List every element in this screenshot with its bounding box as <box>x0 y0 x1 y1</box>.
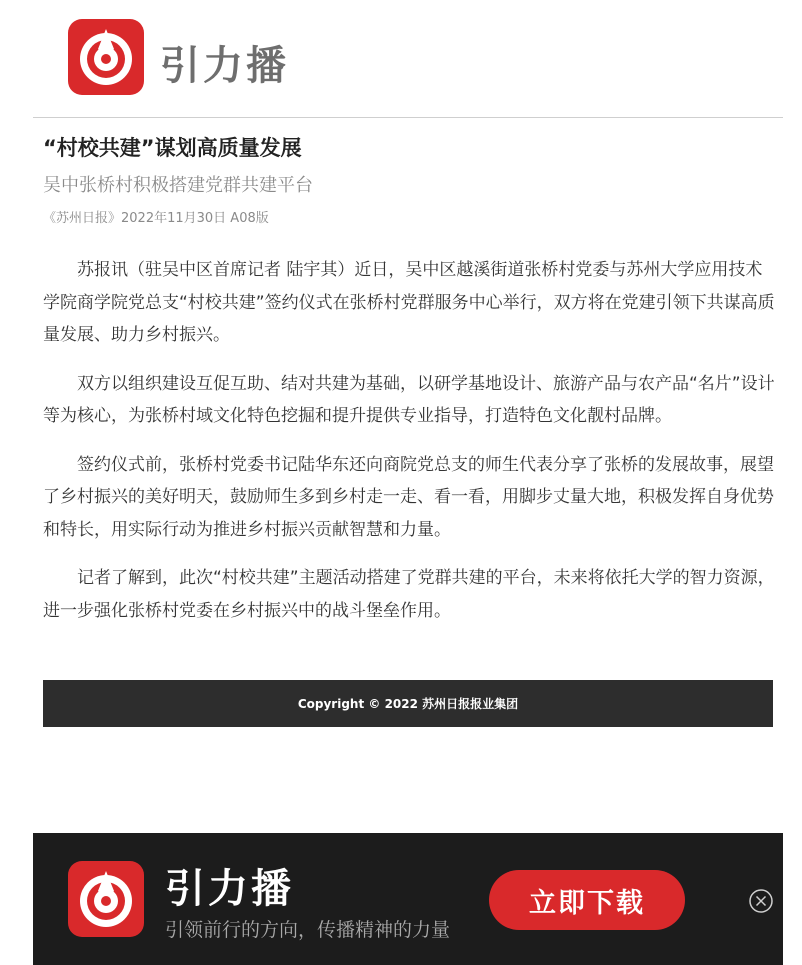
article-paragraph: 签约仪式前，张桥村党委书记陆华东还向商院党总支的师生代表分享了张桥的发展故事，展望了乡村振兴的美好明天，鼓励师生多到乡村走一走、看一看，用脚步丈量大地，积极发挥自身优势和特长，用实际行动为推进乡村振兴贡献智慧和力量。 <box>43 454 774 540</box>
article-paragraph: 双方以组织建设互促互助、结对共建为基础，以研学基地设计、旅游产品与农产品“名片”设计等为核心，为张桥村域文化特色挖掘和提升提供专业指导，打造特色文化靓村品牌。 <box>43 373 775 426</box>
app-download-banner[interactable] <box>33 833 783 965</box>
article-paragraph: 记者了解到，此次“村校共建”主题活动搭建了党群共建的平台，未来将依托大学的智力资源，进一步强化张桥村党委在乡村振兴中的战斗堡垒作用。 <box>43 568 775 621</box>
copyright-text: Copyright © 2022 苏州日报报业集团 <box>297 697 519 711</box>
article-body <box>43 254 775 643</box>
close-icon[interactable] <box>749 889 773 913</box>
article-meta: 《苏州日报》2022年11月30日 A08版 <box>43 211 269 226</box>
download-button[interactable]: 立即下载 <box>489 870 685 930</box>
copyright-footer <box>43 680 773 727</box>
site-header <box>33 0 783 118</box>
banner-app-name: 引力播 <box>165 866 294 912</box>
article-subtitle: 吴中张桥村积极搭建党群共建平台 <box>43 175 313 196</box>
brand-wordmark: 引力播 <box>160 43 289 89</box>
article-title: “村校共建”谋划高质量发展 <box>43 136 302 160</box>
app-logo-icon[interactable] <box>68 19 144 95</box>
banner-slogan: 引领前行的方向，传播精神的力量 <box>165 919 451 941</box>
banner-logo-icon <box>68 861 144 937</box>
article-paragraph: 苏报讯（驻吴中区首席记者 陆宇其）近日，吴中区越溪街道张桥村党委与苏州大学应用技术学院商学院党总支“村校共建”签约仪式在张桥村党群服务中心举行，双方将在党建引领下共谋高质量发展、助力乡村振兴。 <box>43 260 775 345</box>
